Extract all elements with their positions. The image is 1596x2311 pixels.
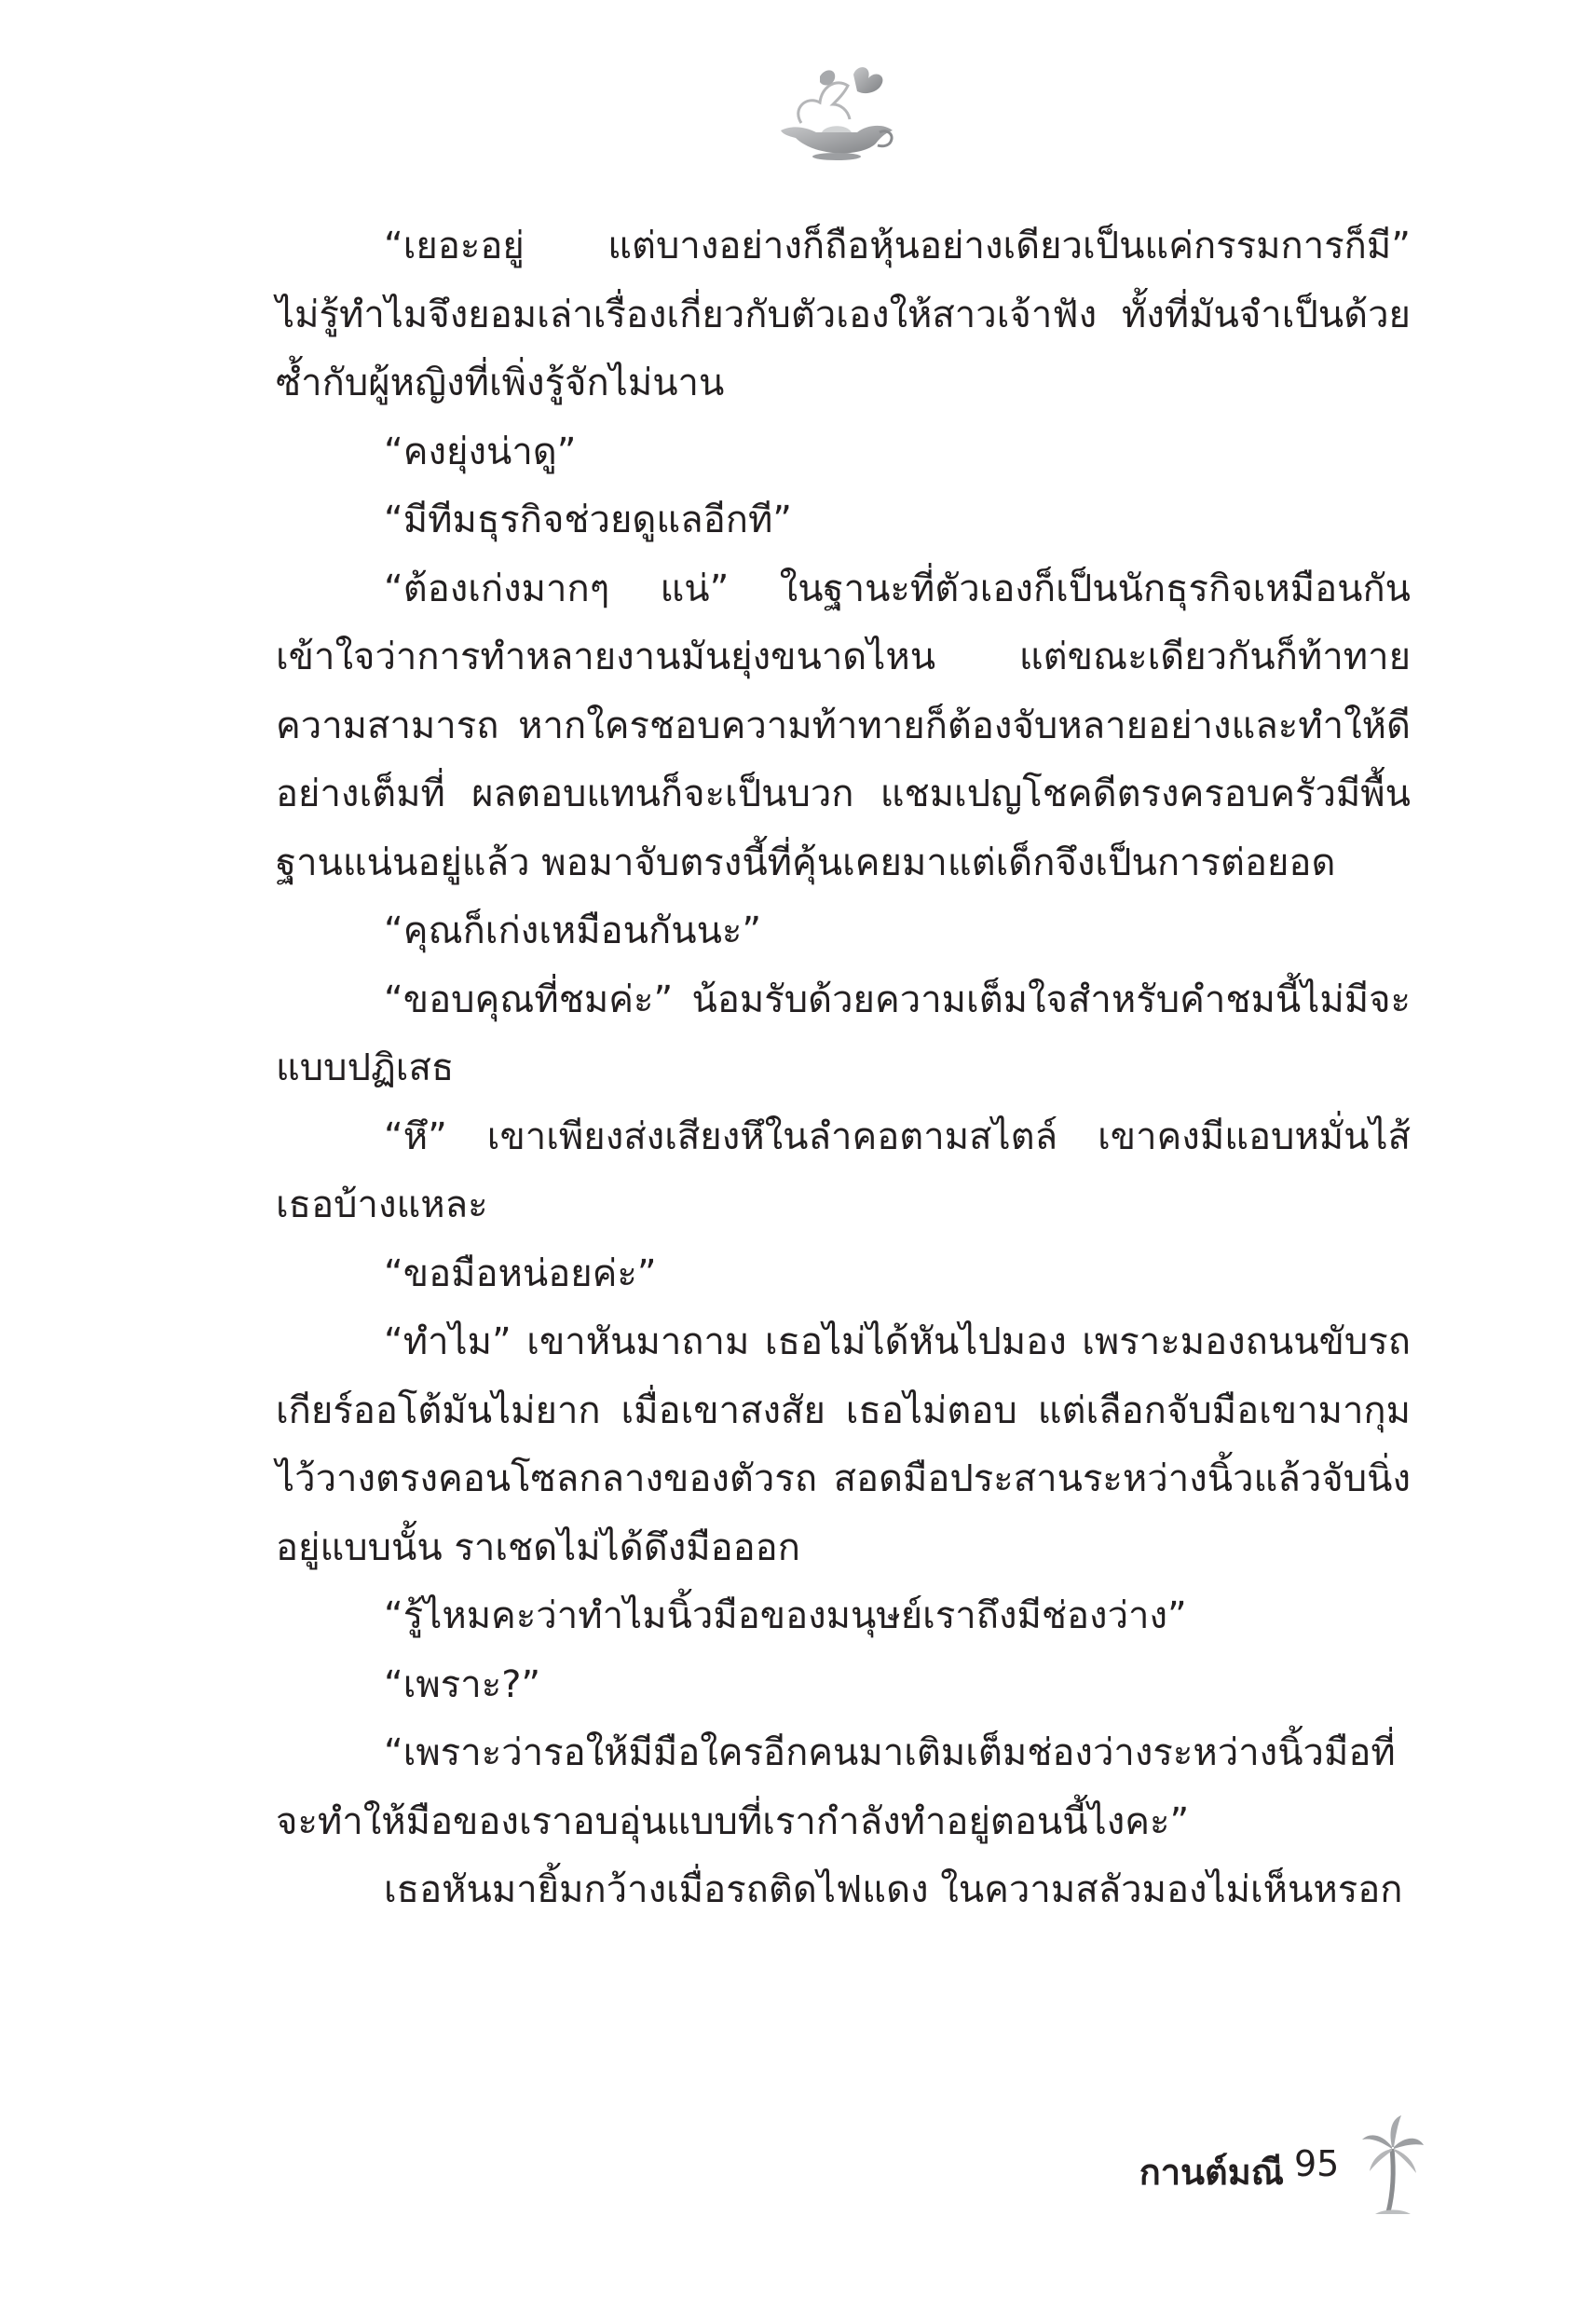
paragraph: “หึ” เขาเพียงส่งเสียงหึในลำคอตามสไตล์ เขาคงมีแอบหมั่นไส้เธอบ้างแหละ	[276, 1114, 1411, 1226]
paragraph: “คงยุ่งน่าดู”	[384, 430, 577, 473]
paragraph: “ต้องเก่งมากๆ แน่” ในฐานะที่ตัวเองก็เป็นนักธุรกิจเหมือนกัน เข้าใจว่าการทำหลายงานมันยุ่งขนาดไหน แต่ขณะเดียวกันก็ท้าทายความสามารถ หากใครชอบความท้าทายก็ต้องจับหลายอย่างและทำให้ดีอย่างเต็มที่ ผลตอบแทนก็จะเป็นบวก แชมเปญโชคดีตรงครอบครัวมีพื้นฐานแน่นอยู่แล้ว พอมาจับตรงนี้ที่คุ้นเคยมาแต่เด็กจึงเป็นการต่อยอด	[276, 567, 1411, 884]
page-number: 95	[1294, 2143, 1340, 2184]
paragraph: “เพราะว่ารอให้มีมือใครอีกคนมาเติมเต็มช่องว่างระหว่างนิ้วมือที่จะทำให้มือของเราอบอุ่นแบบที่เรากำลังทำอยู่ตอนนี้ไงคะ”	[276, 1731, 1396, 1843]
book-title: กานต์มณี	[1139, 2152, 1284, 2193]
page-footer	[1099, 2143, 1416, 2246]
paragraph: “เพราะ?”	[384, 1662, 541, 1706]
paragraph: “คุณก็เก่งเหมือนกันนะ”	[384, 909, 762, 952]
paragraph: เธอหันมายิ้มกว้างเมื่อรถติดไฟแดง ในความสลัวมองไม่เห็นหรอก	[384, 1868, 1403, 1911]
paragraph: “มีทีมธุรกิจช่วยดูแลอีกที”	[384, 499, 793, 541]
paragraph: “ขอมือหน่อยค่ะ”	[384, 1251, 657, 1295]
paragraph: “ขอบคุณที่ชมค่ะ” น้อมรับด้วยความเต็มใจสำหรับคำชมนี้ไม่มีจะแบบปฏิเสธ	[276, 978, 1411, 1089]
paragraph: “ทำไม” เขาหันมาถาม เธอไม่ได้หันไปมอง เพราะมองถนนขับรถเกียร์ออโต้มันไม่ยาก เมื่อเขาสงสัย เธอไม่ตอบ แต่เลือกจับมือเขามากุมไว้วางตรงคอนโซลกลางของตัวรถ สอดมือประสานระหว่างนิ้วแล้วจับนิ่งอยู่แบบนั้น ราเชดไม่ได้ดึงมือออก	[276, 1320, 1411, 1569]
palm-tree-icon	[1360, 2115, 1425, 2218]
paragraph: “รู้ไหมคะว่าทำไมนิ้วมือของมนุษย์เราถึงมีช่องว่าง”	[384, 1594, 1187, 1637]
body-text	[276, 212, 1411, 1925]
paragraph: “เยอะอยู่ แต่บางอย่างก็ถือหุ้นอย่างเดียวเป็นแค่กรรมการก็มี” ไม่รู้ทำไมจึงยอมเล่าเรื่องเกี่ยวกับตัวเองให้สาวเจ้าฟัง ทั้งที่มันจำเป็นด้วยซ้ำกับผู้หญิงที่เพิ่งรู้จักไม่นาน	[276, 225, 1411, 404]
genie-lamp-with-fairy-icon	[764, 58, 904, 162]
